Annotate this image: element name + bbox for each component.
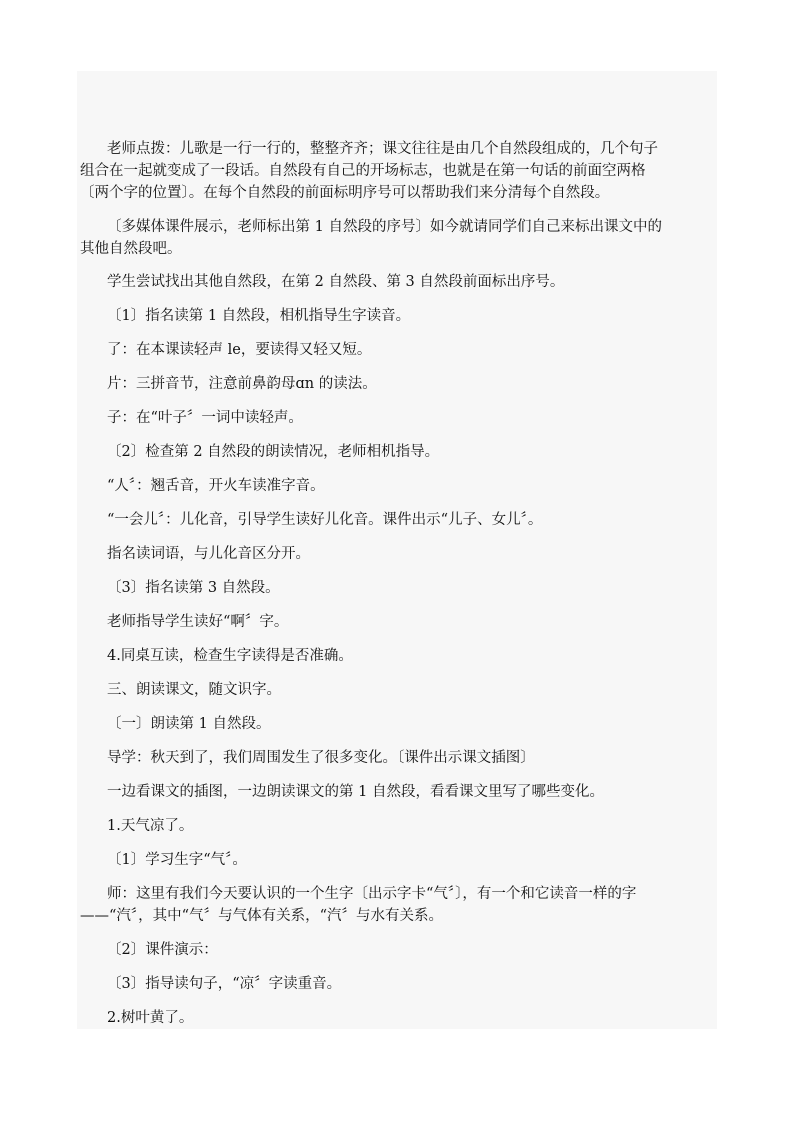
paragraph-line: 〔1〕学习生字“气〞。 — [107, 852, 247, 868]
paragraph-line: 〔两个字的位置〕。在每个自然段的前面标明序号可以帮助我们来分清每个自然段。 — [80, 185, 610, 201]
paragraph-line: 〔3〕指名读第 3 自然段。 — [107, 580, 280, 596]
paragraph-line: 导学：秋天到了，我们周围发生了很多变化。〔课件出示课文插图〕 — [107, 750, 535, 766]
paragraph-line: “一会儿〞：儿化音，引导学生读好儿化音。课件出示“儿子、女儿〞。 — [107, 512, 543, 528]
paragraph-line: 师：这里有我们今天要认识的一个生字〔出示字卡“气〞〕，有一个和它读音一样的字 — [107, 886, 637, 902]
paragraph-line: ——“汽〞，其中“气〞与气体有关系，“汽〞与水有关系。 — [80, 908, 443, 924]
paragraph-line: 〔2〕检查第 2 自然段的朗读情况，老师相机指导。 — [107, 444, 440, 460]
paragraph-line: 指名读词语，与儿化音区分开。 — [107, 546, 310, 562]
paragraph-line: 一边看课文的插图，一边朗读课文的第 1 自然段，看看课文里写了哪些变化。 — [107, 784, 604, 800]
paragraph-line: 1.天气凉了。 — [107, 818, 194, 834]
paragraph-line: 〔一〕朗读第 1 自然段。 — [107, 716, 271, 732]
paragraph-line: 学生尝试找出其他自然段，在第 2 自然段、第 3 自然段前面标出序号。 — [107, 274, 565, 290]
paragraph-line: “人〞：翘舌音，开火车读准字音。 — [107, 478, 325, 494]
paragraph-line: 老师点拨：儿歌是一行一行的，整整齐齐；课文往往是由几个自然段组成的，几个句子 — [107, 141, 658, 157]
paragraph-line: 了：在本课读轻声 le，要读得又轻又短。 — [107, 342, 372, 358]
paragraph-line: 三、朗读课文，随文识字。 — [107, 682, 281, 698]
paragraph-line: 老师指导学生读好“啊〞字。 — [107, 614, 289, 630]
paragraph-line: 其他自然段吧。 — [80, 241, 182, 257]
paragraph-line: 〔多媒体课件展示，老师标出第 1 自然段的序号〕如今就请同学们自己来标出课文中的 — [107, 219, 662, 235]
paragraph-line: 子：在“叶子〞一词中读轻声。 — [107, 410, 303, 426]
paragraph-line: 〔3〕指导读句子，“凉〞字读重音。 — [107, 976, 342, 992]
paragraph-line: 片：三拼音节，注意前鼻韵母ɑn 的读法。 — [107, 376, 377, 392]
paragraph-line: 组合在一起就变成了一段话。自然段有自己的开场标志，也就是在第一句话的前面空两格 — [80, 163, 646, 179]
paragraph-line: 〔1〕指名读第 1 自然段，相机指导生字读音。 — [107, 308, 411, 324]
paragraph-line: 2.树叶黄了。 — [107, 1010, 194, 1026]
paragraph-line: 4.同桌互读，检查生字读得是否准确。 — [107, 648, 353, 664]
paragraph-line: 〔2〕课件演示： — [107, 942, 218, 958]
